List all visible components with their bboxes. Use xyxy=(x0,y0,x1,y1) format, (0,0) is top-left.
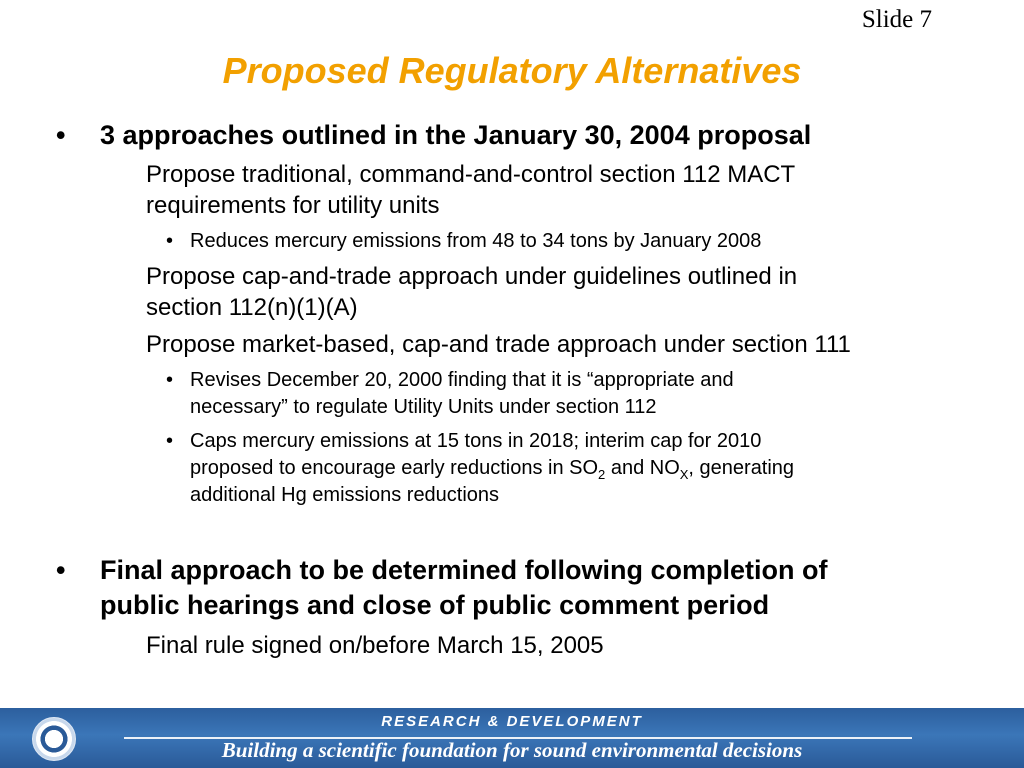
sub-bullet-text: Propose market-based, cap-and trade approach under section 111 xyxy=(146,331,851,358)
sub-sub-bullet-text-cont: necessary” to regulate Utility Units under section 112 xyxy=(190,396,657,418)
bullet-text-cont: public hearings and close of public comment period xyxy=(100,590,770,620)
bullet-dot: • xyxy=(56,120,66,150)
sub-sub-bullet-text-cont: proposed to encourage early reductions in $SO_2$ and $NO_X$, generating xyxy=(190,457,795,482)
bullet-text: Final approach to be determined following completion of xyxy=(100,555,828,585)
slide-title: Proposed Regulatory Alternatives xyxy=(222,50,802,91)
sub-bullet-text: Final rule signed on/before March 15, 2005 xyxy=(146,632,604,659)
sub-sub-bullet-text: Revises December 20, 2000 finding that it is “appropriate and xyxy=(190,369,734,391)
sub-bullet-text: Propose traditional, command-and-control section 112 MACT xyxy=(146,161,796,188)
sub-sub-bullet-text-cont: additional Hg emissions reductions xyxy=(190,484,500,506)
sub-sub-bullet-text: Reduces mercury emissions from 48 to 34 tons by January 2008 xyxy=(190,230,762,252)
sub-bullet-text-cont: requirements for utility units xyxy=(146,192,440,219)
sub-sub-bullet-dot: • xyxy=(166,430,174,452)
bullet-dot: • xyxy=(56,555,66,585)
sub-bullet-text-cont: section 112(n)(1)(A) xyxy=(146,294,358,321)
slide-number: Slide 7 xyxy=(861,6,932,33)
sub-sub-bullet-text: Caps mercury emissions at 15 tons in 2018; interim cap for 2010 xyxy=(190,430,762,452)
bullet-text: 3 approaches outlined in the January 30, 2004 proposal xyxy=(100,120,812,150)
footer-banner xyxy=(0,708,1024,768)
sub-sub-bullet-dot: • xyxy=(166,230,174,252)
sub-bullet-text: Propose cap-and-trade approach under guidelines outlined in xyxy=(146,263,798,290)
footer-heading: RESEARCH & DEVELOPMENT xyxy=(381,713,643,730)
footer-tagline: Building a scientific foundation for sound environmental decisions xyxy=(221,738,803,762)
sub-sub-bullet-dot: • xyxy=(166,369,174,391)
